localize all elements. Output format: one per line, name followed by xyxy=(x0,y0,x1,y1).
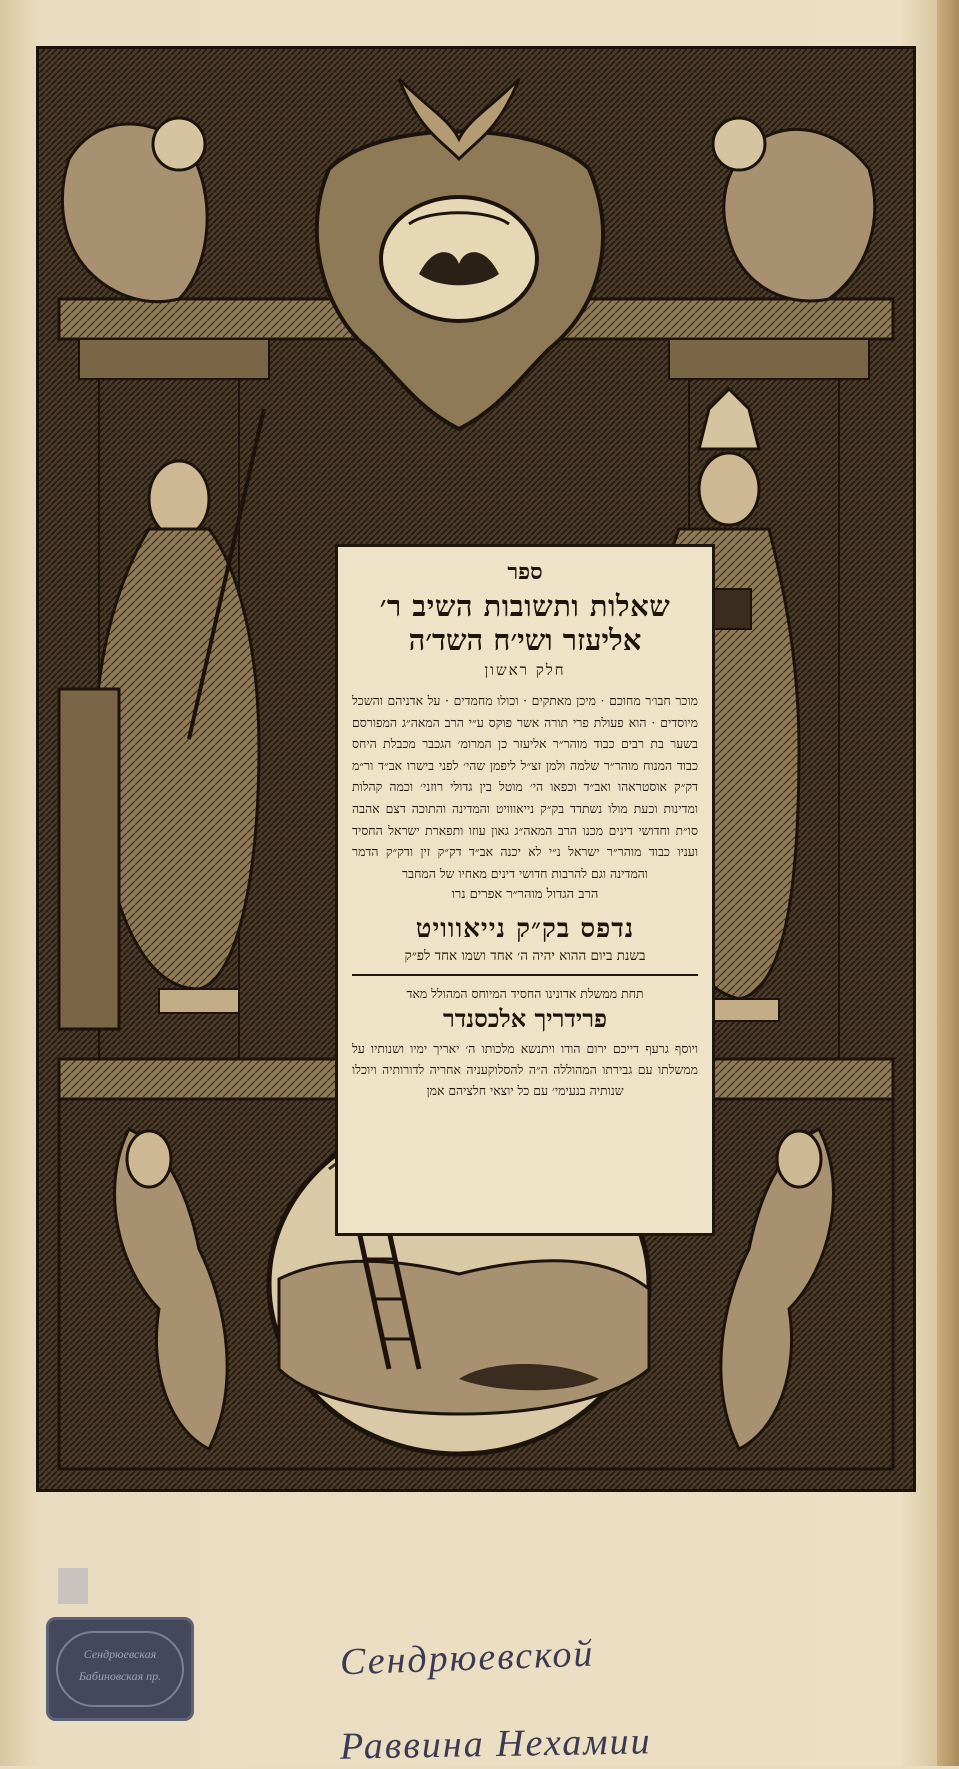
book-title-line1: שאלות ותשובות השיב ר׳ xyxy=(379,589,671,623)
patron-intro: תחת ממשלת אדונינו החסיד המיוחס המהולל מאד xyxy=(406,986,644,1002)
handwritten-inscription-line2: Раввина Нехамии xyxy=(339,1720,652,1768)
volume-part: חלק ראשון xyxy=(484,661,566,679)
stamp-text xyxy=(56,1631,184,1707)
woodcut-frame xyxy=(36,46,916,1492)
shelfmark-label xyxy=(58,1568,88,1604)
book-title-line2: אליעזר ושי׳ח השד׳ה xyxy=(408,623,642,657)
author-line: הרב הגדול מוהר״ר אפרים נרו xyxy=(451,887,599,903)
patron-paragraph: ויוסף גרעף דייכם ירום הודו ויתנשא מלכותו ה׳ יאריך ימיו ושנותיו על ממשלתו עם גבירתו המהוללה ה״ה להסלוקעניה אחריה לדורותיה ויוכלו שנותיה בנעימי׳ עם כל יוצאי חלציהם אמן xyxy=(352,1041,698,1099)
printing-place: נדפס בק״ק נייאווויט xyxy=(415,914,635,945)
page-binding-edge xyxy=(937,0,959,1766)
description-paragraph: מוכר חבו׳ר מחוכם · מיכן מאתקים · וכולו מחמדים · על אדניהם והשכל מיוסדים · הוא פעולת פרי תורה אשר פוקס ע״י הרב המאה״ג המפורסם בשער בת רבים כבוד מוהר״ר אליעזר כן המרומ׳ הגכבר מכבלת היחס כבוד המנוח מוהר״ר שלמה ולמן זצ״ל ליפמן שהי׳ לפני בישרו אב״ד ור״מ דק״ק אוסטראהו ואב״ד וכפאו הי׳ מוטל בין גדולי רוזני׳ וכמה קהלות ומדינות וכעת מולו נשתדד בק״ק נייאווויט והמדינה והתוכה דצם אהבה סו״ת וחדושי דינים מכנו הרב המאה״ג גאון עוזו ותפארת ישראל החסיד ועניו כבוד מוהר״ר ישראל נ״י לא יכנה אב״ד דק״ק זין ודק״ק הדמר והמדינה וגם להרבות חדושי דינים מאחיו של המחבר xyxy=(352,693,698,881)
stamp-line2: Бабиновская пр. xyxy=(78,1669,162,1683)
title-sefer: ספר xyxy=(507,559,543,585)
printing-date: בשנת ביום ההוא יהיה ה׳ אחד ושמו אחד לפ״ק xyxy=(352,948,698,976)
handwritten-inscription-line1: Сендрюевской xyxy=(339,1632,596,1684)
title-panel xyxy=(335,544,715,1236)
patron-name: פרידריך אלכסנדר xyxy=(442,1004,608,1034)
library-stamp xyxy=(46,1617,194,1721)
stamp-line1: Сендрюевская xyxy=(83,1647,157,1661)
